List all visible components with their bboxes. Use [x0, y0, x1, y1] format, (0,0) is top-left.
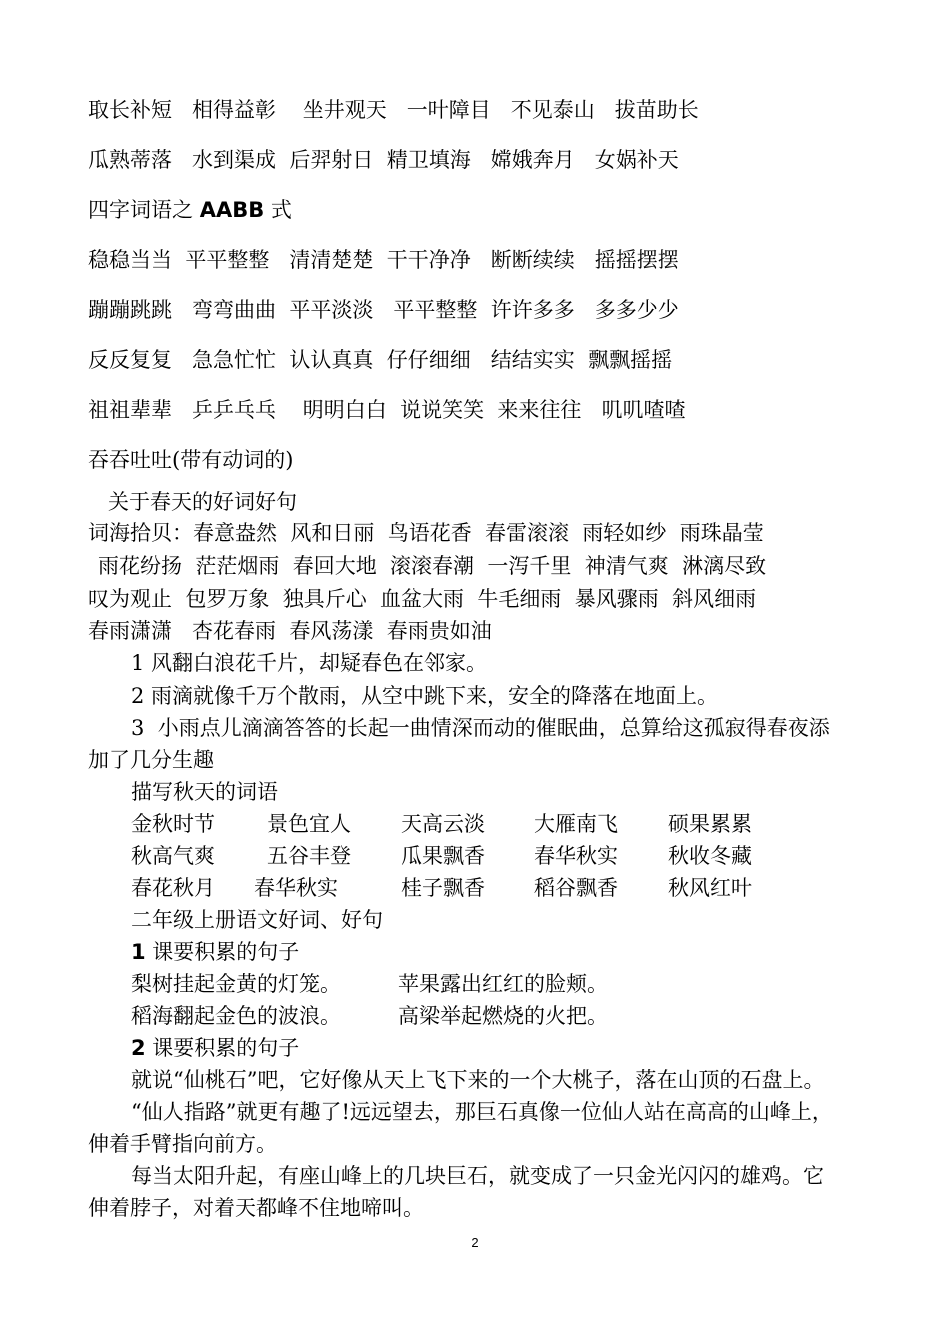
spring-sentence-3: 3 小雨点儿滴滴答答的长起一曲情深而动的催眠曲，总算给这孤寂得春夜添: [131, 716, 830, 740]
lesson2-heading: [131, 1035, 299, 1061]
aabb-line-3: 反反复复 急急忙忙 认认真真 仔仔细细 结结实实 飘飘摇摇: [88, 348, 673, 372]
lesson2-paragraph-1: 就说“仙桃石”吧，它好像从天上飞下来的一个大桃子，落在山顶的石盘上。: [131, 1068, 825, 1092]
section-heading-aabb: [88, 197, 292, 223]
autumn-word: 春花秋月: [131, 876, 215, 900]
autumn-word: 稻谷飘香: [534, 876, 618, 900]
lesson1-sentence-1: 梨树挂起金黄的灯笼。: [131, 972, 341, 996]
spring-sentence-1: 1 风翻白浪花千片，却疑春色在邻家。: [131, 651, 488, 675]
spring-sentence-2: 2 雨滴就像千万个散雨，从空中跳下来，安全的降落在地面上。: [131, 684, 719, 708]
autumn-heading: 描写秋天的词语: [131, 780, 278, 804]
idiom-line-1: 取长补短 相得益彰 坐井观天 一叶障目 不见泰山 拔苗助长: [88, 98, 699, 122]
autumn-word: 秋风红叶: [668, 876, 752, 900]
heading-text: 四字词语之: [88, 198, 200, 222]
autumn-word: 天高云淡: [401, 812, 485, 836]
lesson1-heading: [131, 939, 299, 965]
spring-words-4: 春雨潇潇 杏花春雨 春风荡漾 春雨贵如油: [88, 619, 492, 643]
aabb-line-5: 吞吞吐吐(带有动词的): [88, 448, 294, 472]
lesson2-paragraph-3-cont: 伸着脖子，对着天都峰不住地啼叫。: [88, 1196, 424, 1220]
autumn-word: 瓜果飘香: [401, 844, 485, 868]
heading-aabb-bold: AABB: [199, 198, 265, 222]
aabb-line-2: 蹦蹦跳跳 弯弯曲曲 平平淡淡 平平整整 许许多多 多多少少: [88, 298, 679, 322]
autumn-word: 五谷丰登: [267, 844, 351, 868]
lesson1-sentence-4: 高梁举起燃烧的火把。: [398, 1004, 608, 1028]
autumn-word: 秋收冬藏: [668, 844, 752, 868]
aabb-line-4: 祖祖辈辈 乒乒乓乓 明明白白 说说笑笑 来来往往 叽叽喳喳: [88, 398, 686, 422]
lesson2-paragraph-2: “仙人指路”就更有趣了!远远望去，那巨石真像一位仙人站在高高的山峰上，: [131, 1100, 833, 1124]
spring-words-1: 词海拾贝：春意盎然 风和日丽 鸟语花香 春雷滚滚 雨轻如纱 雨珠晶莹: [88, 521, 764, 545]
lesson1-sentence-2: 苹果露出红红的脸颊。: [398, 972, 608, 996]
lesson1-number: 1: [131, 940, 146, 964]
grade2-heading: 二年级上册语文好词、好句: [131, 908, 383, 932]
idiom-line-2: 瓜熟蒂落 水到渠成 后羿射日 精卫填海 嫦娥奔月 女娲补天: [88, 148, 679, 172]
lesson2-number: 2: [131, 1036, 146, 1060]
autumn-word: 大雁南飞: [534, 812, 618, 836]
lesson1-sentence-3: 稻海翻起金色的波浪。: [131, 1004, 341, 1028]
page-number: 2: [471, 1235, 479, 1250]
autumn-word: 硕果累累: [668, 812, 752, 836]
lesson2-label: 课要积累的句子: [145, 1036, 300, 1060]
autumn-word: 春华秋实: [254, 876, 338, 900]
autumn-word: 景色宜人: [267, 812, 351, 836]
aabb-line-1: 稳稳当当 平平整整 清清楚楚 干干净净 断断续续 摇摇摆摆: [88, 248, 679, 272]
lesson2-paragraph-3: 每当太阳升起，有座山峰上的几块巨石，就变成了一只金光闪闪的雄鸡。它: [131, 1164, 824, 1188]
autumn-word: 桂子飘香: [401, 876, 485, 900]
spring-heading: 关于春天的好词好句: [108, 490, 297, 514]
spring-sentence-3-cont: 加了几分生趣: [88, 748, 214, 772]
autumn-word: 金秋时节: [131, 812, 215, 836]
spring-words-3: 叹为观止 包罗万象 独具斤心 血盆大雨 牛毛细雨 暴风骤雨 斜风细雨: [88, 587, 757, 611]
lesson2-paragraph-2-cont: 伸着手臂指向前方。: [88, 1132, 277, 1156]
spring-words-2: 雨花纷扬 茫茫烟雨 春回大地 滚滚春潮 一泻千里 神清气爽 淋漓尽致: [98, 554, 767, 578]
lesson1-label: 课要积累的句子: [145, 940, 300, 964]
heading-suffix: 式: [264, 198, 292, 222]
autumn-word: 秋高气爽: [131, 844, 215, 868]
autumn-word: 春华秋实: [534, 844, 618, 868]
